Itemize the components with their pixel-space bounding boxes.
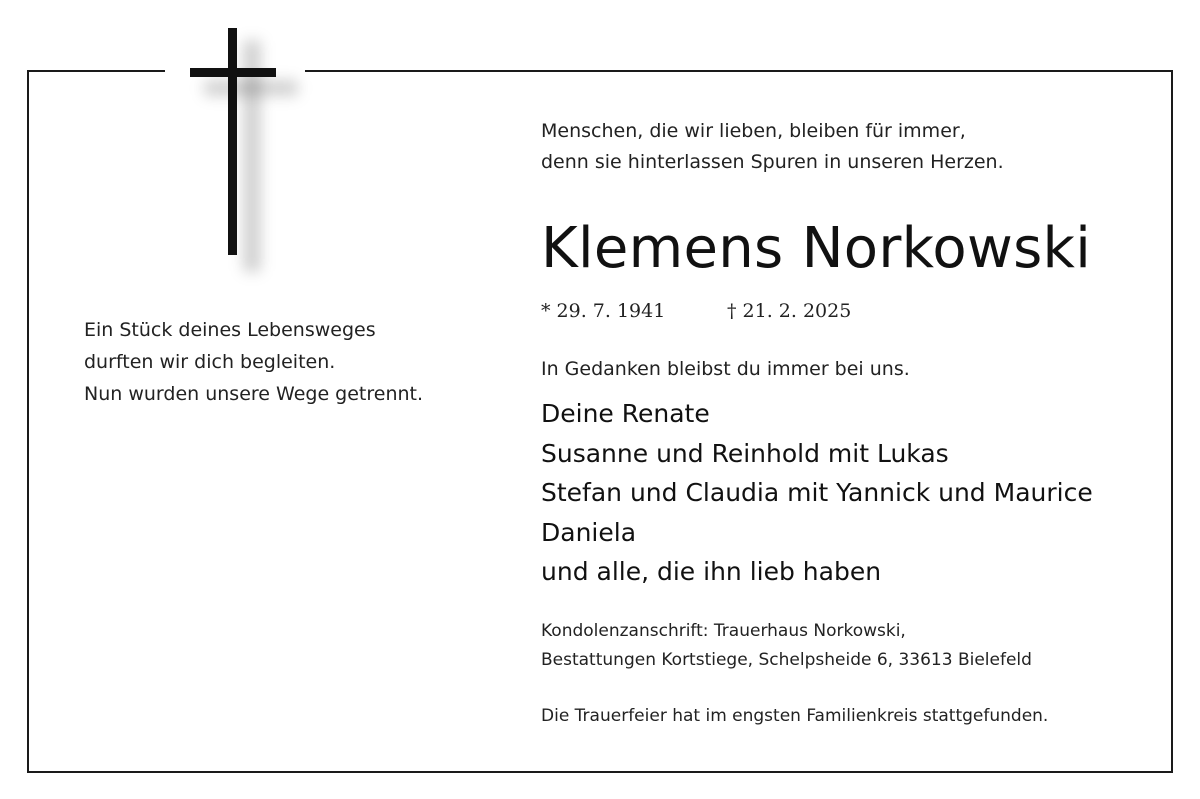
family-line: Stefan und Claudia mit Yannick und Maurice: [541, 478, 1093, 507]
quote-line: denn sie hinterlassen Spuren in unseren Herzen.: [541, 151, 1004, 173]
condolence-address: [541, 617, 1032, 675]
ceremony-note: Die Trauerfeier hat im engsten Familienkreis stattgefunden.: [541, 706, 1049, 726]
cross-beam-horizontal: [190, 68, 276, 77]
family-line: Deine Renate: [541, 399, 710, 428]
left-poem: [84, 314, 423, 410]
death-date: † 21. 2. 2025: [727, 300, 852, 322]
thought-line: In Gedanken bleibst du immer bei uns.: [541, 358, 910, 380]
family-line: Daniela: [541, 517, 637, 547]
quote-line: Menschen, die wir lieben, bleiben für immer,: [541, 120, 966, 142]
family-line: Susanne und Reinhold mit Lukas: [541, 438, 949, 468]
poem-line: Nun wurden unsere Wege getrennt.: [84, 383, 424, 405]
family-line: und alle, die ihn lieb haben: [541, 557, 882, 586]
poem-line: durften wir dich begleiten.: [84, 351, 336, 373]
quote: [541, 116, 1004, 178]
address-line: Kondolenzanschrift: Trauerhaus Norkowski,: [541, 621, 906, 641]
address-line: Bestattungen Kortstiege, Schelpsheide 6, 33613 Bielefeld: [541, 650, 1032, 670]
birth-date: * 29. 7. 1941: [541, 300, 666, 322]
family-list: [541, 394, 1093, 592]
cross-shadow-horizontal: [204, 80, 298, 96]
cross-beam-vertical: [228, 28, 237, 255]
deceased-name: Klemens Norkowski: [541, 216, 1092, 281]
life-dates: [541, 298, 851, 324]
poem-line: Ein Stück deines Lebensweges: [84, 319, 376, 341]
